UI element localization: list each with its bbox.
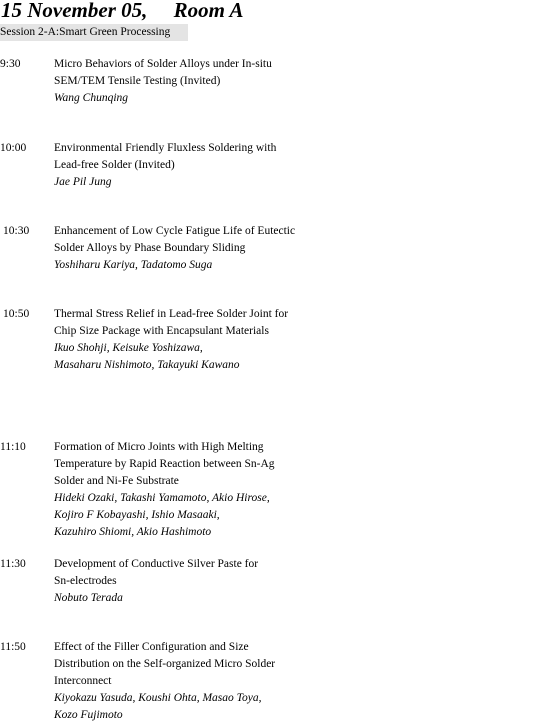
entry-time: 10:00 [0, 142, 27, 154]
entry-author-line: Ikuo Shohji, Keisuke Yoshizawa, [54, 342, 203, 354]
entry-author-line: Nobuto Terada [54, 592, 123, 604]
entry-title-line: Effect of the Filler Configuration and Size [54, 641, 249, 653]
entry-title-line: SEM/TEM Tensile Testing (Invited) [54, 75, 221, 87]
entry-body [54, 223, 534, 274]
entry-body [54, 639, 534, 724]
entry-author-line: Kiyokazu Yasuda, Koushi Ohta, Masao Toya, [54, 692, 262, 704]
session-banner: Session 2-A:Smart Green Processing [0, 24, 188, 41]
entry-body [54, 56, 534, 107]
entry-body [54, 439, 534, 541]
entry-author-line: Masaharu Nishimoto, Takayuki Kawano [54, 359, 240, 371]
entry-title-line: Interconnect [54, 675, 112, 687]
entry-time: 10:50 [3, 308, 30, 320]
entry-title-line: Environmental Friendly Fluxless Soldering with [54, 142, 277, 154]
entry-author-line: Jae Pil Jung [54, 176, 112, 188]
entry-author-line: Hideki Ozaki, Takashi Yamamoto, Akio Hirose, [54, 492, 270, 504]
entry-time: 11:30 [0, 558, 26, 570]
entry-author-line: Kazuhiro Shiomi, Akio Hashimoto [54, 526, 212, 538]
entry-title-line: Enhancement of Low Cycle Fatigue Life of Eutectic [54, 225, 296, 237]
entry-title-line: Sn-electrodes [54, 575, 117, 587]
entry-author-line: Yoshiharu Kariya, Tadatomo Suga [54, 259, 213, 271]
entry-title-line: Lead-free Solder (Invited) [54, 159, 175, 171]
entry-body [54, 306, 534, 374]
entry-body [54, 556, 534, 607]
entry-time: 9:30 [0, 58, 21, 70]
entry-author-line: Kozo Fujimoto [54, 709, 123, 721]
entry-title-line: Chip Size Package with Encapsulant Materials [54, 325, 269, 337]
entry-title-line: Temperature by Rapid Reaction between Sn-Ag [54, 458, 275, 470]
entry-author-line: Kojiro F Kobayashi, Ishio Masaaki, [54, 509, 220, 521]
entry-time: 10:30 [3, 225, 30, 237]
entry-author-line: Wang Chunqing [54, 92, 129, 104]
entry-time: 11:10 [0, 441, 26, 453]
entry-title-line: Micro Behaviors of Solder Alloys under In-situ [54, 58, 272, 70]
entry-title-line: Development of Conductive Silver Paste for [54, 558, 259, 570]
entry-title-line: Thermal Stress Relief in Lead-free Solder Joint for [54, 308, 289, 320]
entry-title-line: Distribution on the Self-organized Micro Solder [54, 658, 276, 670]
entry-title-line: Formation of Micro Joints with High Melting [54, 441, 264, 453]
entry-title-line: Solder and Ni-Fe Substrate [54, 475, 179, 487]
entry-body [54, 140, 534, 191]
entry-title-line: Solder Alloys by Phase Boundary Sliding [54, 242, 246, 254]
page-title: 15 November 05, Room A [1, 0, 244, 22]
entry-time: 11:50 [0, 641, 26, 653]
